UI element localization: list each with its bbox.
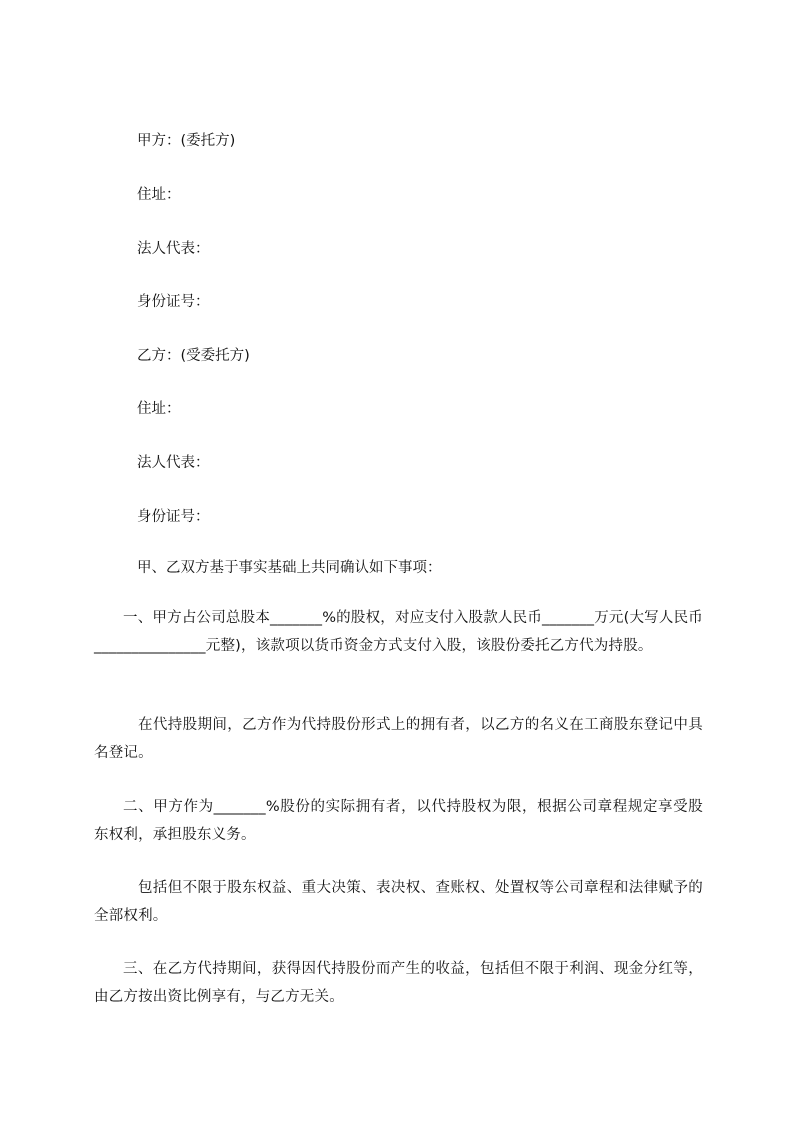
party-b-address-label: 住址： — [137, 401, 181, 417]
intro-statement: 甲、乙双方基于事实基础上共同确认如下事项： — [137, 560, 442, 576]
clause-3: 三、在乙方代持期间，获得因代持股份而产生的收益，包括但不限于利润、现金分红等，由乙方按出资比例享有，与乙方无关。 — [94, 961, 703, 1005]
clause-2: 二、甲方作为_______%股份的实际拥有者，以代持股权为限，根据公司章程规定享受股东权利，承担股东义务。 — [94, 799, 703, 843]
party-a-heading: 甲方：(委托方) — [137, 133, 236, 149]
party-a-id-label: 身份证号： — [137, 294, 210, 310]
party-a-legal-rep-label: 法人代表： — [137, 241, 210, 257]
party-a-address-label: 住址： — [137, 187, 181, 203]
party-b-heading: 乙方：(受委托方) — [137, 348, 250, 364]
clause-2-supplement: 包括但不限于股东权益、重大决策、表决权、查账权、处置权等公司章程和法律赋予的全部权利。 — [94, 880, 703, 924]
clause-1-supplement: 在代持股期间，乙方作为代持股份形式上的拥有者，以乙方的名义在工商股东登记中具名登记。 — [94, 717, 703, 761]
clause-1: 一、甲方占公司总股本_______%的股权，对应支付入股款人民币_______万元(大写人民币_______________元整)，该款项以货币资金方式支付入股，该股份委托乙方代为持股。 — [94, 610, 703, 654]
party-b-id-label: 身份证号： — [137, 509, 210, 525]
party-b-legal-rep-label: 法人代表： — [137, 455, 210, 471]
